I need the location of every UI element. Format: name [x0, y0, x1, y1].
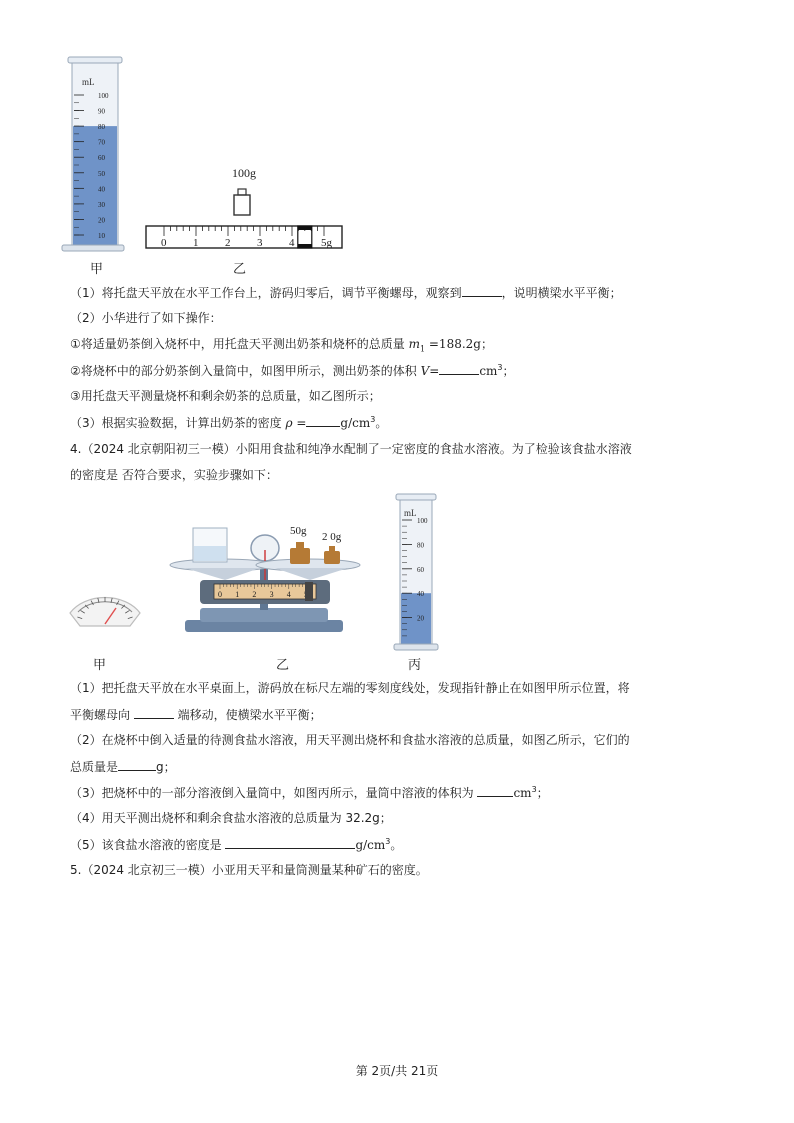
q4-step-2a: （2）在烧杯中倒入适量的待测食盐水溶液，用天平测出烧杯和食盐水溶液的总质量，如图乙所示，它们的: [70, 733, 630, 747]
q4-step-2b: 总质量是 g；: [70, 757, 176, 776]
caption-jia-2: 甲: [93, 658, 107, 673]
cylinder-1-liquid: [73, 126, 117, 247]
blank-q4-volume[interactable]: [477, 783, 513, 797]
q5-intro: 5.（2024 北京初三一模）小亚用天平和量筒测量某种矿石的密度。: [70, 863, 428, 877]
blank-q4-direction[interactable]: [134, 705, 174, 719]
figure-1: [60, 55, 360, 275]
weight-20g-icon: [324, 546, 340, 564]
caption-jia-1: 甲: [90, 262, 104, 277]
ruler-2-label: 0: [218, 590, 222, 599]
cylinder-1-unit: mL: [82, 77, 95, 87]
q4-step-1b: 平衡螺母向 端移动，使横梁水平平衡；: [70, 705, 322, 724]
cylinder-2-tick-label: 40: [417, 590, 424, 599]
ruler-2-label: 1: [235, 590, 240, 599]
q4-step-4: （4）用天平测出烧杯和剩余食盐水溶液的总质量为 32.2g；: [70, 811, 392, 825]
ruler-1-label: 2: [225, 237, 231, 249]
cylinder-1-tick-label: 50: [98, 169, 105, 178]
ruler-1-label: 1: [193, 237, 199, 249]
ruler-2-label: 3: [269, 590, 274, 599]
caption-yi-2: 乙: [276, 658, 290, 673]
balance-ruler: [146, 166, 342, 249]
cylinder-1-tick-label: 90: [98, 107, 105, 116]
cylinder-2-tick-label: 100: [417, 517, 428, 525]
q3-line-1: （1）将托盘天平放在水平工作台上，游码归零后，调节平衡螺母，观察到 ，说明横梁水平平衡；: [70, 283, 622, 302]
ruler-1-label: 3: [257, 237, 263, 249]
figure-2: [60, 488, 460, 658]
q4-intro-1: 4.（2024 北京朝阳初三一模）小阳用食盐和纯净水配制了一定密度的食盐水溶液。为了检验该食盐水溶液: [70, 442, 632, 456]
weight-label: 100g: [232, 166, 256, 180]
cylinder-1-tick-label: 40: [98, 185, 105, 194]
ruler-2-label: 2: [252, 590, 257, 599]
ruler-1-label: 4: [289, 237, 295, 249]
ruler-1-label: 0: [161, 237, 167, 249]
beaker-icon: [193, 528, 227, 562]
page-footer: 第 2页/共 21页: [355, 1064, 439, 1078]
weight-50g-label: 50g: [290, 525, 307, 537]
caption-yi-1: 乙: [233, 262, 247, 277]
cylinder-1-tick-label: 20: [98, 216, 105, 225]
cylinder-2-liquid: [401, 593, 431, 646]
pointer-dial-icon: [70, 597, 140, 626]
graduated-cylinder-1: [62, 57, 124, 251]
q4-step-1a: （1）把托盘天平放在水平桌面上，游码放在标尺左端的零刻度线处，发现指针静止在如图甲所示位置，将: [70, 681, 630, 695]
ruler-2-label: 4: [286, 590, 291, 599]
cylinder-1-tick-label: 10: [98, 232, 105, 240]
cylinder-2-tick-label: 80: [417, 541, 424, 550]
blank-q3-density[interactable]: [306, 413, 340, 427]
cylinder-1-tick-label: 70: [98, 138, 105, 147]
cylinder-1-tick-label: 80: [98, 123, 105, 132]
weight-50g-icon: [290, 542, 310, 564]
blank-q3-volume[interactable]: [439, 361, 479, 375]
cylinder-2-tick-label: 20: [417, 614, 424, 623]
q3-line-4: ②将烧杯中的部分奶茶倒入量筒中，如图甲所示，测出奶茶的体积 $V= cm^3$；: [70, 363, 515, 378]
blank-q4-density[interactable]: [225, 835, 355, 849]
weight-icon: [234, 189, 250, 215]
ruler-1-label: 5g: [321, 237, 332, 249]
q3-line-6: （3）根据实验数据，计算出奶茶的密度 $\rho = g/cm^3$。: [70, 415, 388, 430]
weight-20g-label: 2 0g: [322, 531, 342, 543]
pan-balance: [170, 525, 360, 632]
cylinder-1-tick-label: 60: [98, 154, 105, 163]
blank-q4-mass[interactable]: [118, 757, 156, 771]
blank-q3-1[interactable]: [462, 283, 502, 297]
cylinder-2-unit: mL: [404, 508, 417, 518]
q4-step-3: （3）把烧杯中的一部分溶液倒入量筒中，如图丙所示，量筒中溶液的体积为 $cm^3$；: [70, 785, 549, 800]
cylinder-1-tick-label: 30: [98, 200, 105, 209]
q4-intro-2: 的密度是 否符合要求，实验步骤如下：: [70, 468, 278, 482]
graduated-cylinder-2: [394, 494, 438, 650]
caption-bing: 丙: [408, 658, 422, 673]
q3-line-3: ①将适量奶茶倒入烧杯中，用托盘天平测出奶茶和烧杯的总质量 $m_1 =188.2g$；: [70, 337, 493, 354]
cylinder-1-tick-label: 100: [98, 92, 109, 100]
q3-line-2: （2）小华进行了如下操作：: [70, 311, 222, 325]
q3-line-5: ③用托盘天平测量烧杯和剩余奶茶的总质量，如乙图所示；: [70, 389, 381, 403]
cylinder-2-tick-label: 60: [417, 565, 424, 574]
q4-step-5: （5）该食盐水溶液的密度是 $g/cm^3$。: [70, 837, 403, 852]
